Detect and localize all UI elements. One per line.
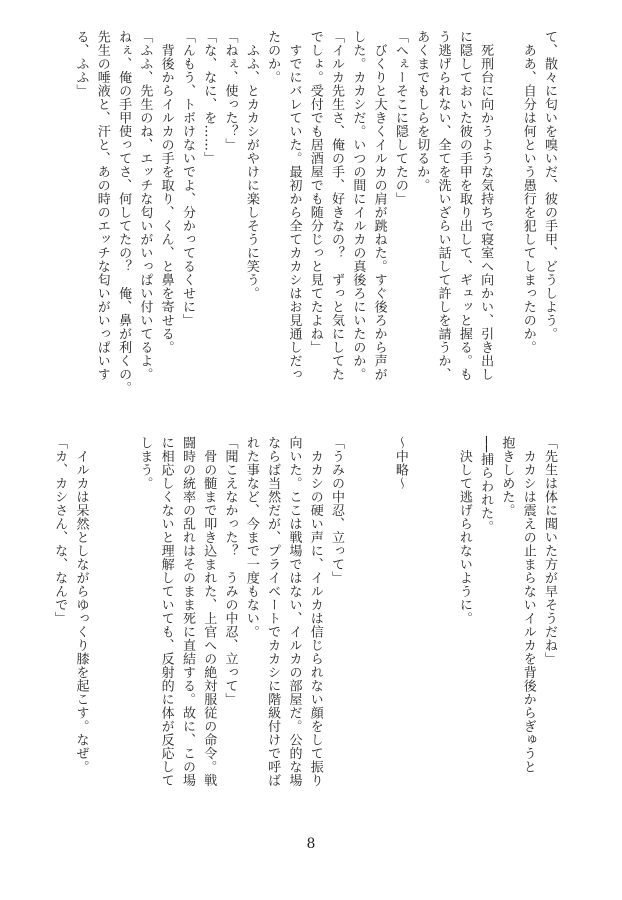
text-column [113,436,134,814]
text-column: れた事など、今まで一度もない。 [243,436,259,639]
text-column: 「聞こえなかった？ うみの中忍、立って」 [222,436,238,706]
text-column: 背後からイルカの手を取り、くん、と鼻を寄せる。 [158,30,174,354]
text-column: て、散々に匂いを嗅いだ、彼の手甲、どうしよう。 [542,30,557,341]
text-column: る、ふふ」 [73,30,89,98]
text-column: 「イルカ先生さ、俺の手、好きなの？ ずっと気にしてた [329,30,345,381]
text-column: 死刑台に向かうような気持ちで寝室へ向かい、引き出し [478,30,494,381]
upper-text-block [70,30,560,430]
text-column: でしょ。受付でも居酒屋でも随分じっと見てたよね」 [307,30,323,354]
text-column: ねぇ、俺の手甲使ってさ、何してたの？ 俺、鼻が利くの。 [116,30,132,395]
text-column: たのか。 [265,30,281,84]
text-column: すでにバレていた。最初から全てカカシはお見通しだっ [286,30,302,381]
text-column: しまう。 [137,436,153,490]
text-column: 骨の髄まで叩き込まれた、上官への絶対服従の命令。戦 [201,436,217,787]
text-column: 「へぇーそこに隠してたの」 [392,30,408,206]
text-column: に相応しくないと理解していても、反射的に体が反応して [158,436,174,787]
text-column: 「うみの中忍、立って」 [329,436,345,585]
text-column: う逃げられない、全てを洗いざらい話して許しを請うか、 [435,30,451,381]
text-column: 闘時の統率の乱れはそのまま死に直結する。故に、この場 [179,436,195,787]
page-number: 8 [306,836,316,852]
text-column [496,30,517,430]
text-column: あくまでもしらを切るか。 [414,30,430,192]
text-column: ああ、自分は何という愚行を犯してしまったのか。 [520,30,536,354]
text-column: カカシは震えの止まらないイルカを背後からぎゅうと [520,436,536,774]
text-column: に隠しておいた彼の手甲を取り出して、ギュッと握る。も [456,30,472,381]
text-column: びくりと大きくイルカの肩が跳ねた。すぐ後ろから声が [371,30,387,381]
text-column: 「カ、カシさん、な、なんで」 [52,436,68,625]
text-column [91,436,112,814]
text-column: 「ふふ、先生のね、エッチな匂いがいっぱい付いてるよ。 [137,30,153,381]
text-column: 向いた。ここは戦場ではない、イルカの部屋だ。公的な場 [286,436,302,787]
text-column: 「ねぇ、使った？」 [222,30,238,152]
text-column: 「んもう、トボけないでよ、分かってるくせに」 [179,30,195,327]
text-column: イルカは呆然としながらゆっくり膝を起こす。なぜ。 [73,436,89,774]
text-column: した。カカシだ。いつの間にイルカの真後ろにいたのか。 [350,30,366,381]
text-column: ふふ、とカカシがやけに楽しそうに笑う。 [243,30,259,300]
text-column [347,436,368,814]
text-column: ──捕らわれた。 [478,436,494,534]
text-column: カカシの硬い声に、イルカは信じられない顔をして振り [307,436,323,787]
text-column: 「先生は体に聞いた方が早そうだね」 [542,436,557,666]
text-column: 〜中略〜 [392,436,408,490]
text-column: 抱きしめた。 [499,436,515,517]
text-column: 決して逃げられないように。 [456,436,472,625]
text-column [432,436,453,814]
text-column: ならば当然だが、プライベートでカカシに階級付けで呼ば [265,436,281,787]
text-column [368,436,389,814]
lower-text-block [49,436,560,814]
text-column: 先生の唾液と、汗と、あの時のエッチな匂いがいっぱいす [94,30,110,381]
text-column [411,436,432,814]
text-column: 「な、なに、を……」 [201,30,217,165]
